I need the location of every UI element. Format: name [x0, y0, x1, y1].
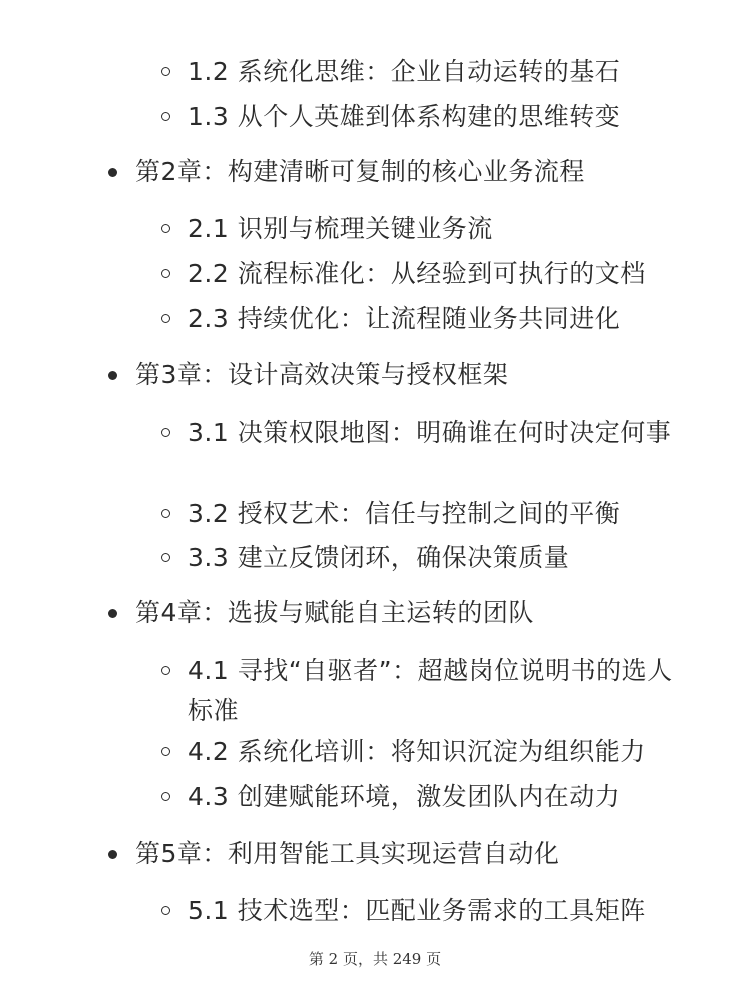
toc-entry-text: 5.1 技术选型：匹配业务需求的工具矩阵 — [188, 896, 646, 925]
hollow-bullet-icon — [161, 906, 170, 915]
toc-entry-text: 4.1 寻找“自驱者”：超越岗位说明书的选人标准 — [188, 656, 673, 725]
hollow-bullet-icon — [161, 112, 170, 121]
page-number-footer: 第 2 页，共 249 页 — [308, 950, 442, 968]
toc-chapter-3 — [135, 355, 508, 395]
toc-entry-text: 3.3 建立反馈闭环，确保决策质量 — [188, 543, 570, 572]
hollow-bullet-icon — [161, 314, 170, 323]
toc-entry-text: 2.1 识别与梳理关键业务流 — [188, 214, 493, 243]
toc-entry-text: 第3章：设计高效决策与授权框架 — [135, 360, 509, 389]
toc-section-1-3 — [188, 97, 678, 137]
toc-entry-text: 第2章：构建清晰可复制的核心业务流程 — [135, 157, 585, 186]
toc-section-4-2 — [188, 732, 678, 772]
toc-entry-text: 2.2 流程标准化：从经验到可执行的文档 — [188, 259, 646, 288]
toc-entry-text: 4.3 创建赋能环境，激发团队内在动力 — [188, 782, 621, 811]
hollow-bullet-icon — [161, 666, 170, 675]
toc-section-3-1 — [188, 413, 678, 453]
hollow-bullet-icon — [161, 269, 170, 278]
hollow-bullet-icon — [161, 553, 170, 562]
toc-entry-text: 3.1 决策权限地图：明确谁在何时决定何事 — [188, 418, 672, 447]
hollow-bullet-icon — [161, 67, 170, 76]
hollow-bullet-icon — [161, 428, 170, 437]
toc-section-4-3 — [188, 777, 678, 817]
toc-section-3-3 — [188, 538, 678, 578]
filled-bullet-icon — [108, 168, 117, 177]
toc-section-2-3 — [188, 299, 678, 339]
toc-entry-text: 1.3 从个人英雄到体系构建的思维转变 — [188, 102, 621, 131]
toc-section-2-1 — [188, 209, 678, 249]
hollow-bullet-icon — [161, 509, 170, 518]
toc-entry-text: 第5章：利用智能工具实现运营自动化 — [135, 839, 560, 868]
toc-chapter-2 — [135, 152, 585, 192]
hollow-bullet-icon — [161, 224, 170, 233]
filled-bullet-icon — [108, 371, 117, 380]
filled-bullet-icon — [108, 609, 117, 618]
toc-chapter-4 — [135, 593, 534, 633]
hollow-bullet-icon — [161, 747, 170, 756]
toc-entry-text: 1.2 系统化思维：企业自动运转的基石 — [188, 57, 621, 86]
toc-section-1-2 — [188, 52, 678, 92]
hollow-bullet-icon — [161, 792, 170, 801]
toc-section-5-1 — [188, 891, 678, 931]
toc-entry-text: 第4章：选拔与赋能自主运转的团队 — [135, 598, 534, 627]
toc-chapter-5 — [135, 834, 559, 874]
toc-section-4-1 — [188, 651, 678, 731]
toc-entry-text: 2.3 持续优化：让流程随业务共同进化 — [188, 304, 621, 333]
toc-section-2-2 — [188, 254, 678, 294]
toc-entry-text: 3.2 授权艺术：信任与控制之间的平衡 — [188, 499, 621, 528]
toc-section-3-2 — [188, 494, 678, 534]
toc-entry-text: 4.2 系统化培训：将知识沉淀为组织能力 — [188, 737, 646, 766]
filled-bullet-icon — [108, 850, 117, 859]
